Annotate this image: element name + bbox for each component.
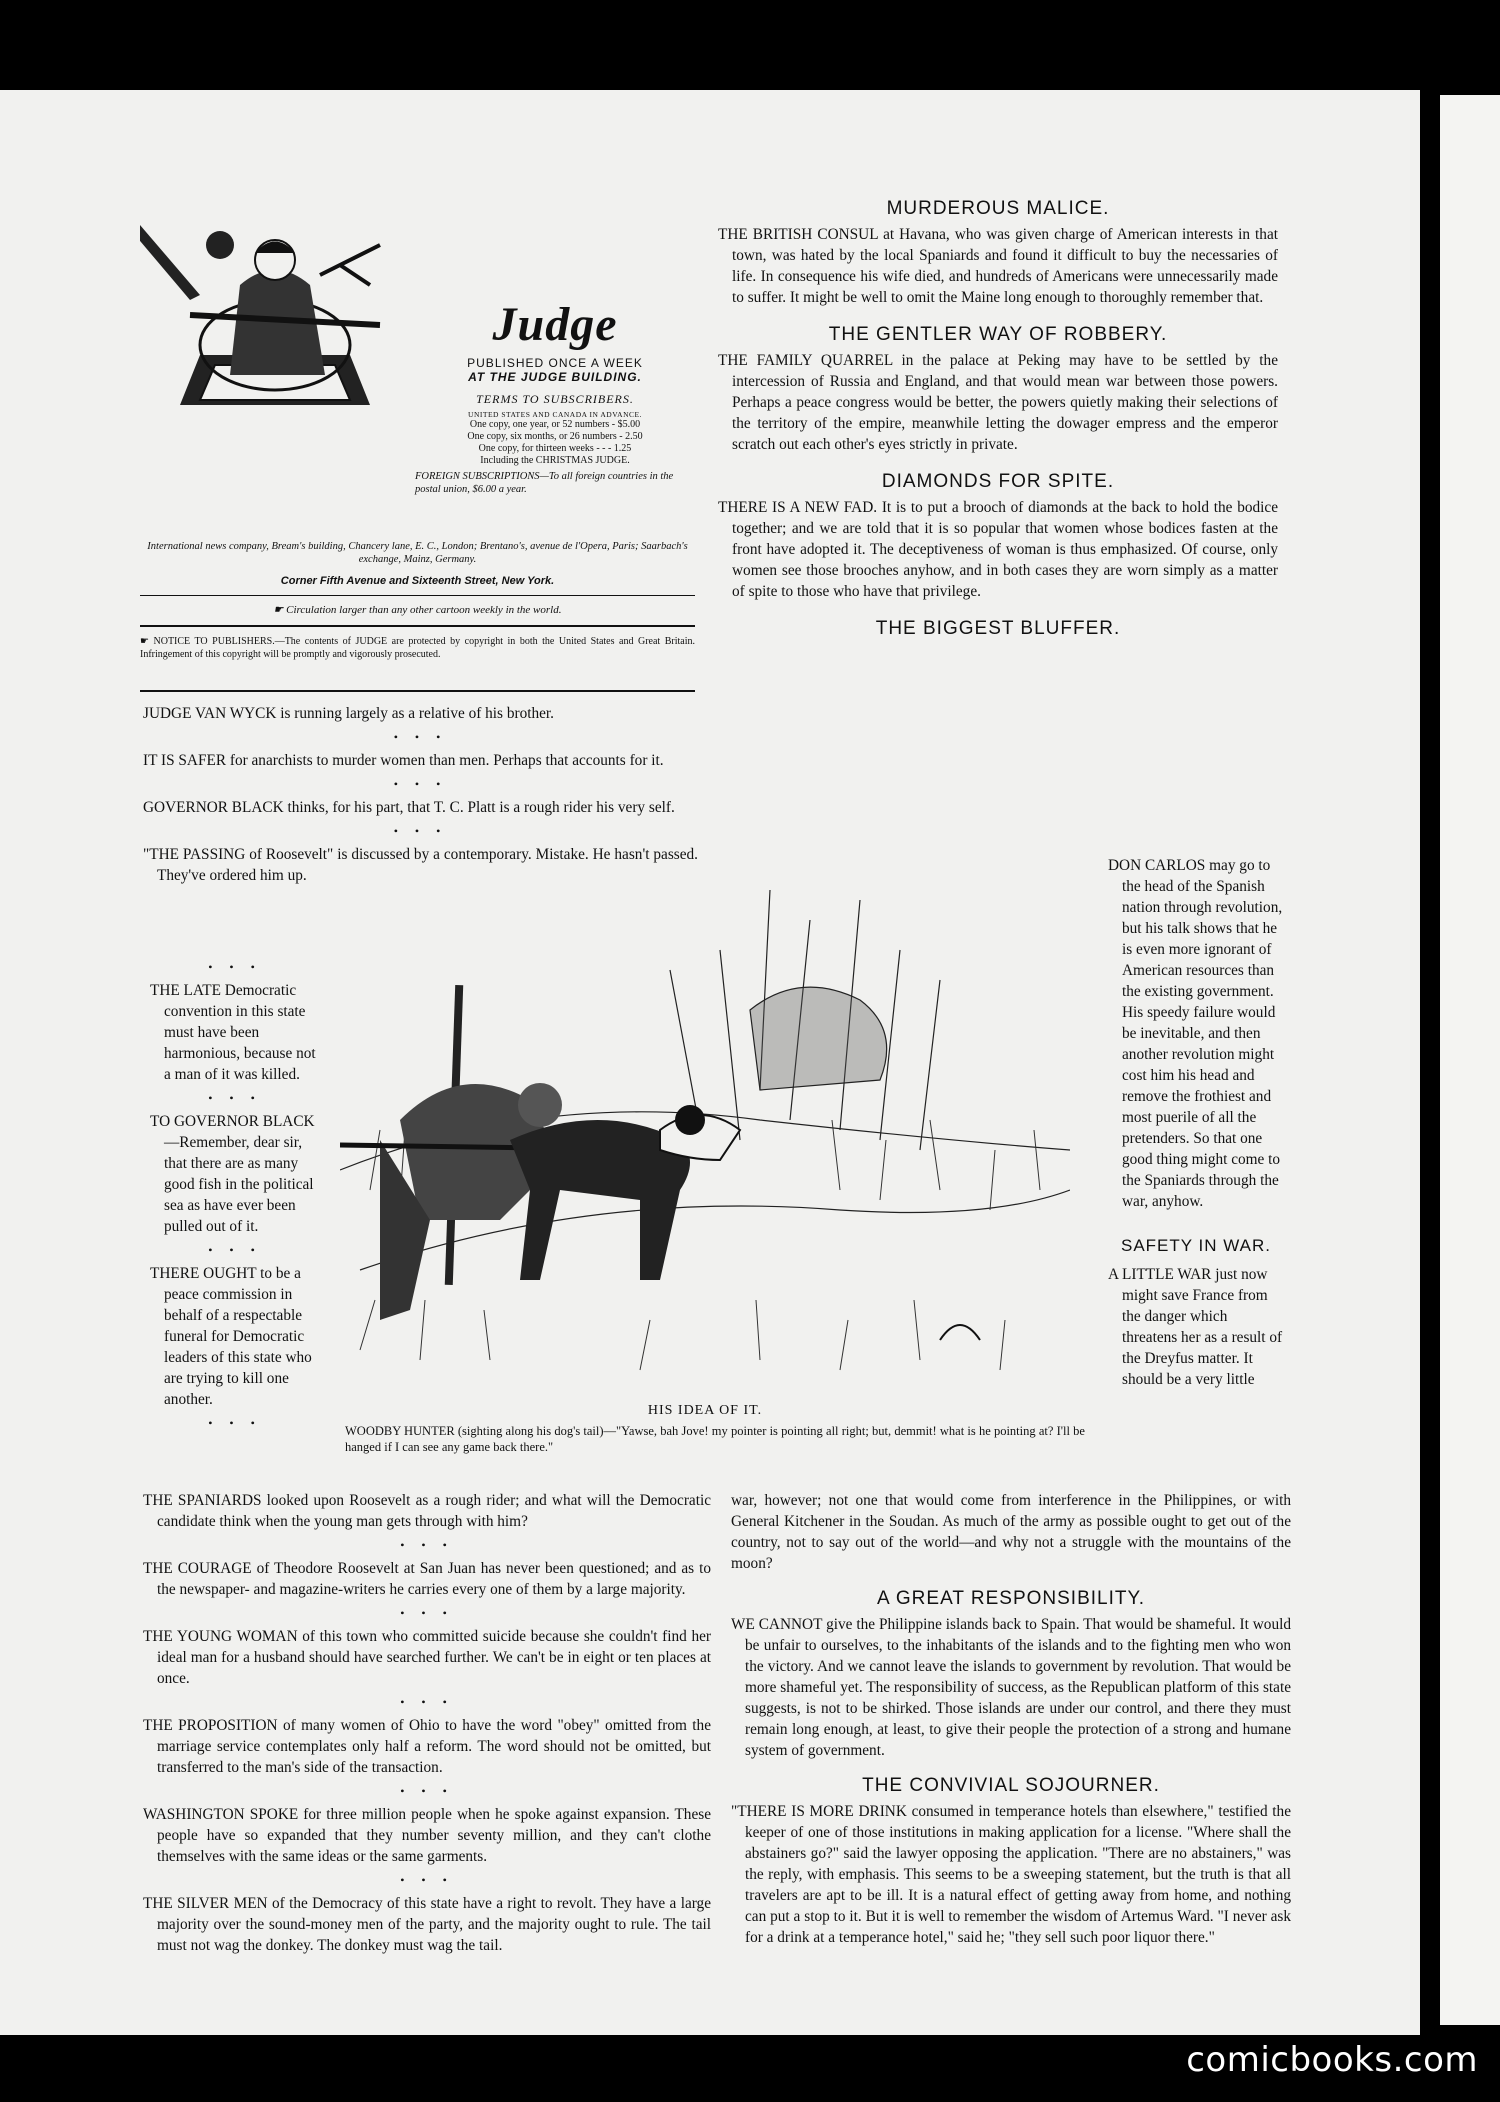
masthead-rule-2 [140, 625, 695, 627]
masthead-rule-3 [140, 690, 695, 692]
adjacent-page-edge [1440, 95, 1500, 2025]
section-heading: THE BIGGEST BLUFFER. [875, 618, 1121, 639]
hunter-and-pointer-dog-icon [340, 890, 1070, 1400]
paragraph: THE BRITISH CONSUL at Havana, who was given charge of American interests in that town, was hated by the local Spaniards and found it difficult to buy the necessaries of life. In consequence his wife died, and hundreds of Americans were unnecessarily made to suffer. It might be well to omit the Maine long enough to thoroughly remember that. [718, 226, 1278, 306]
section-heading: A GREAT RESPONSIBILITY. [877, 1588, 1145, 1609]
masthead-text [415, 300, 695, 496]
separator-dots: • • • [208, 960, 262, 974]
masthead-title: Judge [492, 298, 618, 351]
rate-line: One copy, one year, or 52 numbers - $5.00 [469, 419, 641, 430]
separator-dots: • • • [393, 777, 448, 791]
copyright-notice [140, 635, 695, 661]
masthead-agents: International news company, Bream's building, Chancery lane, E. C., London; Brentano's, avenue de l'Opera, Paris; Saarbach's exchange, Mainz, Germany. [147, 541, 688, 565]
paragraph: THERE IS A NEW FAD. It is to put a brooch of diamonds at the back to hold the bodice together; and we are told that it is so popular that women whose bodices fasten at the front have adopted it. The deceptiveness of woman is thus emphasized. Of course, only women see those brooches anyhow, and in both cases they are worn simply as a matter of spite to those who have that privilege. [718, 499, 1278, 600]
separator-dots: • • • [400, 1784, 454, 1798]
right-column-narrow [1108, 855, 1284, 1390]
pointing-hand-icon: ☛ [273, 604, 287, 616]
masthead-rule [140, 595, 695, 596]
paragraph: THE SPANIARDS looked upon Roosevelt as a rough rider; and what will the Democratic candidate think when the young man gets through with him? [143, 1492, 711, 1530]
section-heading: THE GENTLER WAY OF ROBBERY. [828, 324, 1168, 345]
cartoon-caption: WOODBY HUNTER (sighting along his dog's tail)—"Yawse, bah Jove! my pointer is pointing all right; but, demmit! what is he pointing at? I'll be hanged if I can see any game back there." [345, 1424, 1085, 1454]
separator-dots: • • • [400, 1606, 454, 1620]
paragraph: WASHINGTON SPOKE for three million people when he spoke against expansion. These people have so expanded that they number seventy million, and they can't clothe themselves with the same ideas or the same garments. [143, 1806, 711, 1865]
terms-title: TERMS TO SUBSCRIBERS. [476, 392, 634, 406]
left-column-top [143, 703, 698, 886]
left-column-bottom [143, 1490, 711, 1956]
section-heading: MURDEROUS MALICE. [886, 198, 1110, 219]
watermark: comicbooks.com [1186, 2040, 1478, 2080]
separator-dots: • • • [400, 1873, 454, 1887]
pointing-hand-icon: ☛ [140, 636, 154, 647]
paragraph: "THERE IS MORE DRINK consumed in temperance hotels than elsewhere," testified the keeper of one of those institutions in making application for a license. "Where shall the abstainers go?" said the lawyer opposing the application. "There are no abstainers," was the reply, with emphasis. This seems to be a sweeping statement, but the truth is that all travelers are apt to be ill. It is a natural effect of getting away from home, and nothing can put a stop to it. But it is well to remember the wisdom of Artemus Ward. "I never ask for a drink at a temperance hotel," said he; "they sell such poor liquor there." [731, 1803, 1291, 1946]
masthead-address: Corner Fifth Avenue and Sixteenth Street, New York. [280, 575, 555, 587]
paragraph: THE PROPOSITION of many women of Ohio to have the word "obey" omitted from the marriage service contemplates only half a reform. The word should not be omitted, but transferred to the man's side of the transaction. [143, 1717, 711, 1776]
separator-dots: • • • [208, 1243, 262, 1257]
paragraph: THE LATE Democratic convention in this state must have been harmonious, because not a man of it was killed. [150, 982, 316, 1083]
section-heading: THE CONVIVIAL SOJOURNER. [862, 1775, 1160, 1796]
section-heading: SAFETY IN WAR. [1120, 1236, 1272, 1255]
separator-dots: • • • [400, 1695, 454, 1709]
paragraph: THE SILVER MEN of the Democracy of this state have a right to revolt. They have a large majority over the sound-money men of the party, and the majority ought to rule. The tail must not wag the donkey. The donkey must wag the tail. [143, 1895, 711, 1954]
magazine-page [0, 90, 1420, 2035]
masthead-line1: PUBLISHED ONCE A WEEK [467, 356, 643, 370]
notice-text: NOTICE TO PUBLISHERS.—The contents of JUDGE are protected by copyright in both the United States and Great Britain. Infringement of this copyright will be promptly and vigorously prosecuted. [140, 636, 695, 660]
masthead-illustration [140, 205, 410, 425]
separator-dots: • • • [208, 1416, 262, 1430]
cartoon-illustration [340, 890, 1070, 1400]
paragraph: THE COURAGE of Theodore Roosevelt at San Juan has never been questioned; and as to the newspaper- and magazine-writers he carries every one of them by a large majority. [143, 1560, 711, 1598]
rate-line: Including the CHRISTMAS JUDGE. [480, 455, 630, 466]
cartoon-title: HIS IDEA OF IT. [647, 1403, 763, 1418]
separator-dots: • • • [400, 1538, 454, 1552]
separator-dots: • • • [393, 730, 448, 744]
right-column-bottom [731, 1490, 1291, 1948]
rate-line: One copy, for thirteen weeks - - - 1.25 [478, 443, 632, 454]
paragraph: THE YOUNG WOMAN of this town who committed suicide because she couldn't find her ideal man for a husband should have searched further. We can't be in eight or ten places at once. [143, 1628, 711, 1687]
paragraph: WE CANNOT give the Philippine islands back to Spain. That would be shameful. It would be unfair to ourselves, to the inhabitants of the islands and to the fighting men who won the victory. And we cannot leave the islands to government by revolution. That would be more shameful yet. The responsibility of success, as the Republican platform of this state suggests, is not to be shirked. Those islands are under our control, and there they must remain long enough, at least, to give their people the protection of a strong and humane system of government. [731, 1616, 1291, 1759]
paragraph: GOVERNOR BLACK thinks, for his part, that T. C. Platt is a rough rider his very self. [143, 799, 675, 816]
section-heading: DIAMONDS FOR SPITE. [881, 471, 1115, 492]
foreign-subs: FOREIGN SUBSCRIPTIONS—To all foreign countries in the postal union, $6.00 a year. [415, 471, 674, 495]
paragraph: TO GOVERNOR BLACK—Remember, dear sir, that there are as many good fish in the political sea as have ever been pulled out of it. [150, 1113, 315, 1235]
paragraph: war, however; not one that would come from interference in the Philippines, or with General Kitchener in the Soudan. As much of the army as possible ought to get out of the country, not to say out of the world—and why not a struggle with the mountains of the moon? [731, 1492, 1291, 1572]
circulation-note [140, 603, 695, 616]
paragraph: THERE OUGHT to be a peace commission in behalf of a respectable funeral for Democratic leaders of this state who are trying to kill one another. [150, 1265, 312, 1408]
paragraph: IT IS SAFER for anarchists to murder women than men. Perhaps that accounts for it. [143, 752, 664, 769]
left-column-narrow [150, 960, 320, 1436]
paragraph: JUDGE VAN WYCK is running largely as a relative of his brother. [143, 705, 554, 722]
paragraph: THE FAMILY QUARREL in the palace at Peking may have to be settled by the intercession of Russia and England, and that would mean war between those powers. Perhaps a peace congress would be better, the powers quietly making their selections of the territory of the empire, meanwhile letting the dowager empress and the emperor scratch out each other's eyes strictly in private. [718, 352, 1278, 453]
circulation-text: Circulation larger than any other cartoon weekly in the world. [286, 604, 562, 616]
terms-sub: UNITED STATES AND CANADA IN ADVANCE. [468, 410, 642, 419]
paragraph: DON CARLOS may go to the head of the Spanish nation through revolution, but his talk shows that he is even more ignorant of American resources than the existing government. His speedy failure would be inevitable, and then another revolution might cost him his head and remove the frothiest and most puerile of all the pretenders. So that one good thing might come to the Spaniards through the war, anyhow. [1108, 857, 1283, 1210]
rate-line: One copy, six months, or 26 numbers - 2.50 [467, 431, 643, 442]
paragraph: A LITTLE WAR just now might save France from the danger which threatens her as a result of the Dreyfus matter. It should be a very little [1108, 1266, 1283, 1388]
right-column-top [718, 198, 1278, 644]
paragraph: "THE PASSING of Roosevelt" is discussed by a contemporary. Mistake. He hasn't passed. They've ordered him up. [143, 846, 698, 884]
separator-dots: • • • [393, 824, 448, 838]
judge-figure-icon [140, 205, 410, 425]
masthead-line2: AT THE JUDGE BUILDING. [468, 370, 642, 384]
separator-dots: • • • [208, 1091, 262, 1105]
